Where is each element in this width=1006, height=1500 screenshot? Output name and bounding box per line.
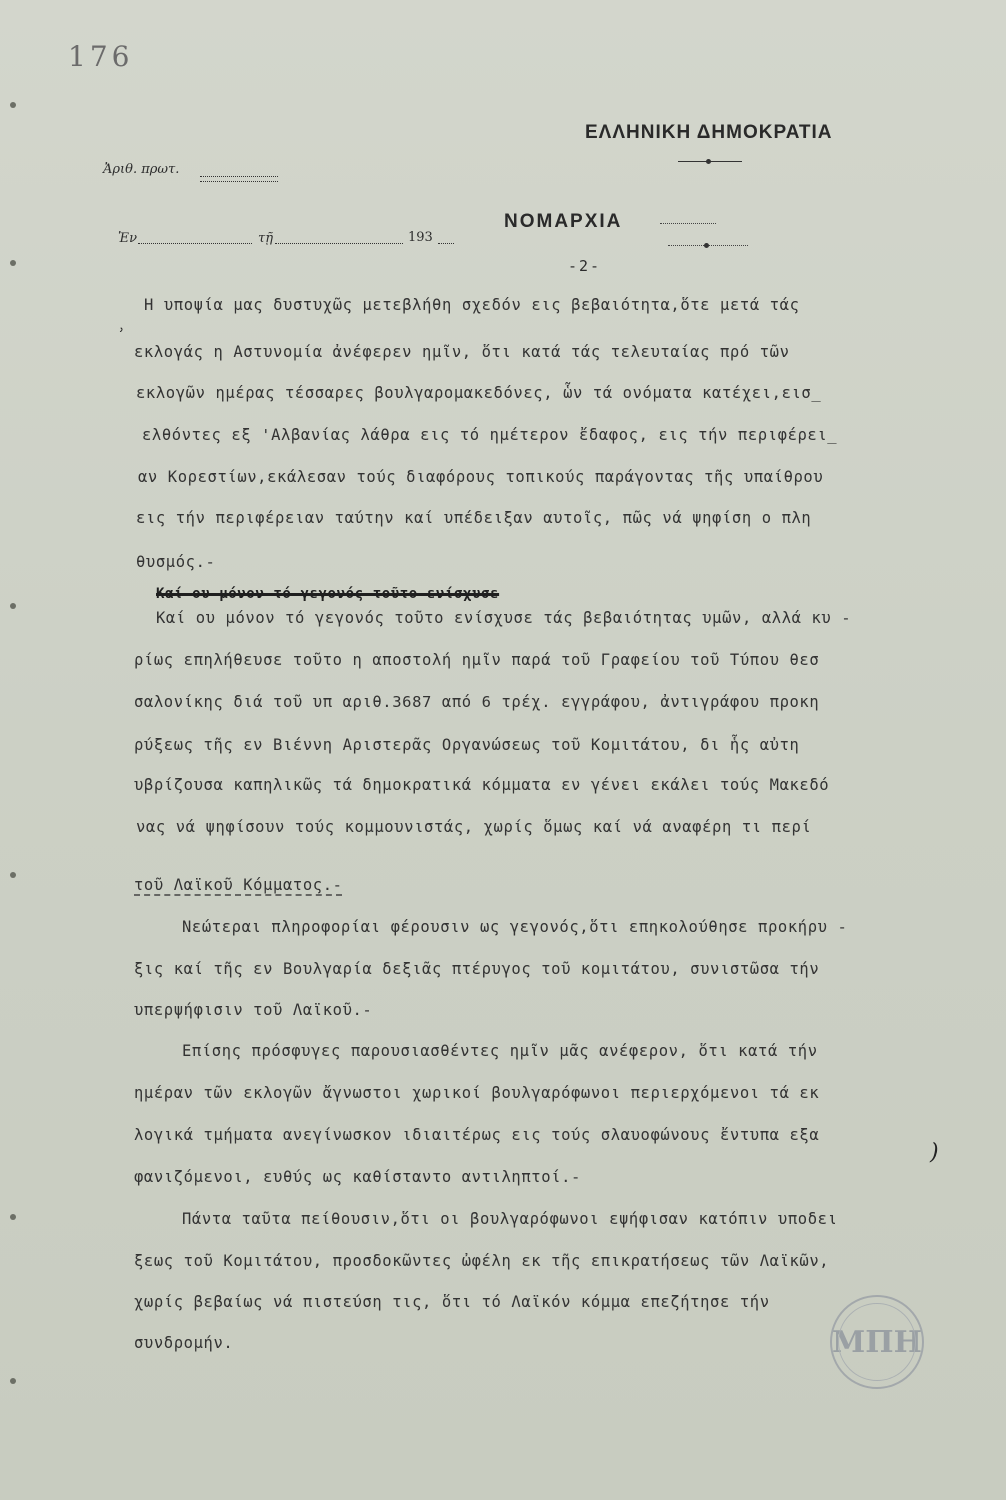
text-line-underlined: τοῦ Λαϊκοῦ Κόμματος.- <box>134 876 343 894</box>
text-line: ξεως τοῦ Κομιτάτου, προσδοκῶντες ὠφέλη εκ τῆς επικρατήσεως τῶν Λαϊκῶν, <box>134 1252 830 1270</box>
letterhead-rule <box>668 245 748 246</box>
text-line: Πάντα ταῦτα πείθουσιν,ὅτι οι βουλγαρόφωνοι εψήφισαν κατόπιν υποδει <box>182 1210 838 1228</box>
punch-hole <box>10 872 16 878</box>
text-line: υβρίζουσα καπηλικῶς τά δημοκρατικά κόμματα εν γένει εκάλει τούς Μακεδό <box>134 776 830 794</box>
letterhead-rule <box>660 223 716 224</box>
text-line: εις τήν περιφέρειαν ταύτην καί υπέδειξαν αυτοῖς, πῶς νά ψηφίση ο πλη <box>136 509 812 527</box>
letterhead-republic: ΕΛΛΗΝΙΚΗ ΔΗΜΟΚΡΑΤΙΑ <box>585 122 833 143</box>
letterhead-prefecture: ΝΟΜΑΡΧΙΑ <box>504 211 623 232</box>
text-line: υπερψήφισιν τοῦ Λαϊκοῦ.- <box>134 1001 373 1019</box>
text-line: σαλονίκης διά τοῦ υπ αριθ.3687 από 6 τρέχ. εγγράφου, ἀντιγράφου προκη <box>134 693 820 711</box>
date-ti-label: τῇ <box>258 231 273 246</box>
text-line: Καί ου μόνον τό γεγονός τοῦτο ενίσχυσε τάς βεβαιότητας υμῶν, αλλά κυ - <box>156 609 852 627</box>
protocol-label: Ἀριθ. πρωτ. <box>103 162 180 177</box>
protocol-line <box>200 181 278 182</box>
date-line <box>138 243 252 244</box>
text-line: ρύξεως τῆς εν Βιέννη Αριστερᾶς Οργανώσεως τοῦ Κομιτάτου, δι ἧς αὐτη <box>134 736 800 754</box>
text-line: φανιζόμενοι, ευθύς ως καθίσταντο αντιληπτοί.- <box>134 1168 581 1186</box>
date-en-label: Ἐν <box>118 231 137 246</box>
protocol-line <box>200 176 278 177</box>
letterhead-rule <box>678 161 742 162</box>
text-line: ξις καί τῆς εν Βουλγαρία δεξιᾶς πτέρυγος τοῦ κομιτάτου, συνιστῶσα τήν <box>134 960 820 978</box>
text-line: ημέραν τῶν εκλογῶν ἄγνωστοι χωρικοί βουλγαρόφωνοι περιερχόμενοι τά εκ <box>134 1084 820 1102</box>
text-line: νας νά ψηφίσουν τούς κομμουνιστάς, χωρίς ὅμως καί νά αναφέρη τι περί <box>136 818 812 836</box>
text-line: χωρίς βεβαίως νά πιστεύση τις, ὅτι τό Λαϊκόν κόμμα επεζήτησε τήν <box>134 1293 770 1311</box>
text-line: Η υποψία μας δυστυχῶς μετεβλήθη σχεδόν εις βεβαιότητα,ὅτε μετά τάς <box>144 296 800 314</box>
archive-stamp-seal: ΜΠΗ <box>830 1295 924 1389</box>
text-line: εκλογάς η Αστυνομία ἀνέφερεν ημῖν, ὅτι κατά τάς τελευταίας πρό τῶν <box>134 343 790 361</box>
page-number: -2- <box>568 257 602 275</box>
date-line <box>438 243 454 244</box>
text-line: αν Κορεστίων,εκάλεσαν τούς διαφόρους τοπικούς παράγοντας τῆς υπαίθρου <box>138 468 824 486</box>
text-line: λογικά τμήματα ανεγίνωσκον ιδιαιτέρως εις τούς σλαυοφώνους ἔντυπα εξα <box>134 1126 820 1144</box>
struck-line: Καί ου μόνον τό γεγονός τοῦτο ενίσχυσε <box>156 586 500 602</box>
punch-hole <box>10 260 16 266</box>
punch-hole <box>10 1214 16 1220</box>
text-line: Επίσης πρόσφυγες παρουσιασθέντες ημῖν μᾶς ανέφερον, ὅτι κατά τήν <box>182 1042 818 1060</box>
date-year: 193 <box>408 230 433 245</box>
date-line <box>275 243 403 244</box>
handwritten-bracket-mark: ) <box>930 1140 939 1165</box>
punch-hole <box>10 603 16 609</box>
text-line: ρίως επηλήθευσε τοῦτο η αποστολή ημῖν παρά τοῦ Γραφείου τοῦ Τύπου θεσ <box>134 651 820 669</box>
text-line: εκλογῶν ημέρας τέσσαρες βουλγαρομακεδόνες, ὧν τά ονόματα κατέχει,εισ_ <box>136 384 822 402</box>
punch-hole <box>10 1378 16 1384</box>
text-line: Νεώτεραι πληροφορίαι φέρουσιν ως γεγονός,ὅτι επηκολούθησε προκήρυ - <box>182 918 848 936</box>
punch-hole <box>10 102 16 108</box>
text-line: ελθόντες εξ 'Αλβανίας λάθρα εις τό ημέτερον ἔδαφος, εις τήν περιφέρει_ <box>142 426 838 444</box>
text-line: θυσμός.- <box>136 553 216 571</box>
archive-number: 176 <box>68 40 134 73</box>
text-line: συνδρομήν. <box>134 1334 234 1352</box>
handwritten-accent-mark: ʾ <box>118 325 123 344</box>
